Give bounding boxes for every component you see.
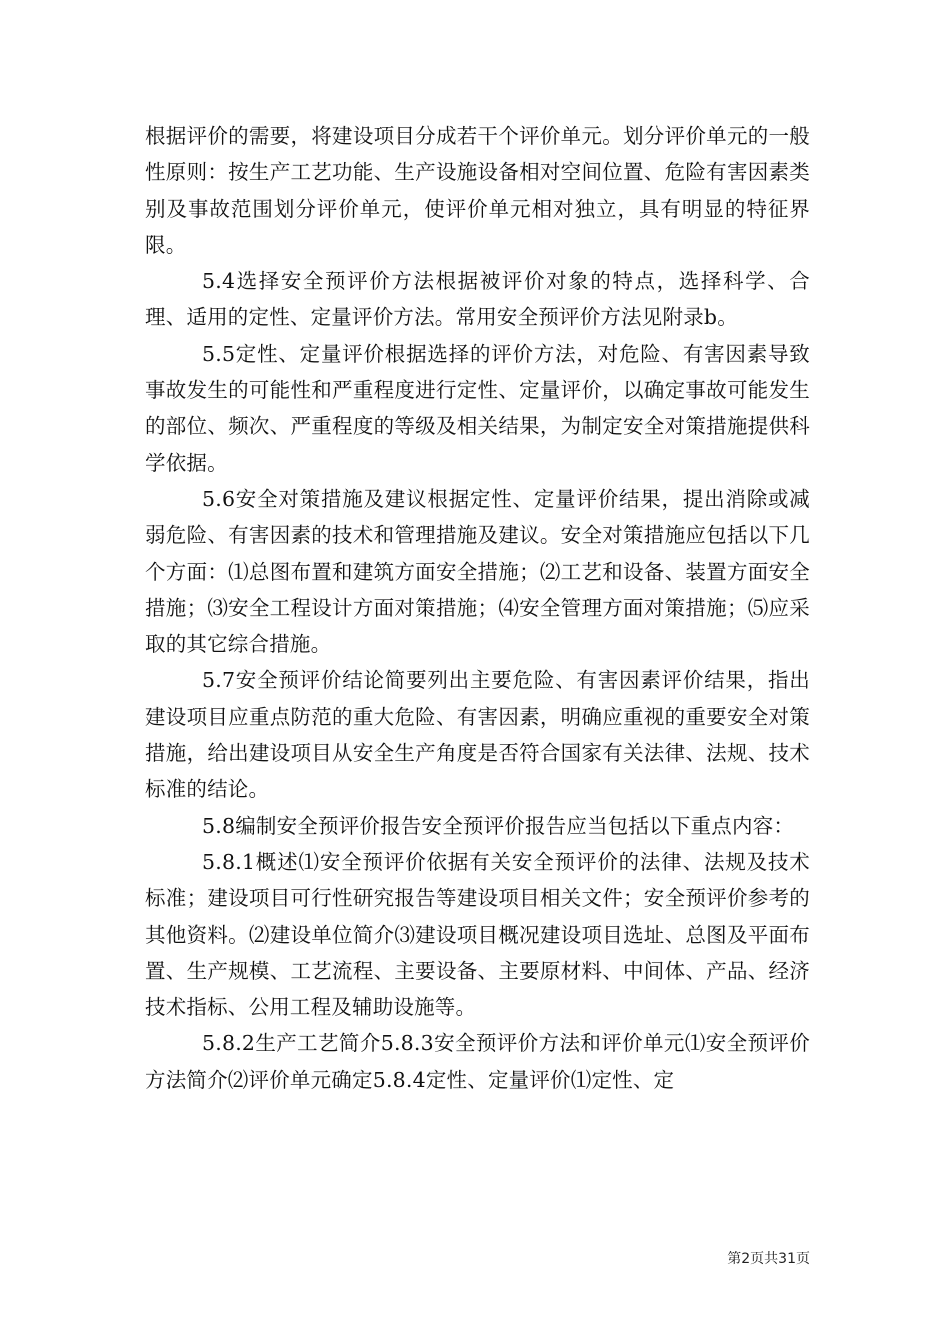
paragraph-continuation: 根据评价的需要，将建设项目分成若干个评价单元。划分评价单元的一般性原则：按生产工艺功能、生产设施设备相对空间位置、危险有害因素类别及事故范围划分评价单元，使评价单元相对独立，具有明显的特征界限。	[145, 124, 810, 257]
document-body	[145, 118, 810, 1098]
paragraph-5-6: 5.6安全对策措施及建议根据定性、定量评价结果，提出消除或减弱危险、有害因素的技术和管理措施及建议。安全对策措施应包括以下几个方面：⑴总图布置和建筑方面安全措施；⑵工艺和设备、装置方面安全措施；⑶安全工程设计方面对策措施；⑷安全管理方面对策措施；⑸应采取的其它综合措施。	[145, 486, 810, 657]
paragraph-5-4: 5.4选择安全预评价方法根据被评价对象的特点，选择科学、合理、适用的定性、定量评价方法。常用安全预评价方法见附录b。	[145, 269, 810, 330]
paragraph-5-8-1: 5.8.1概述⑴安全预评价依据有关安全预评价的法律、法规及技术标准；建设项目可行性研究报告等建设项目相关文件；安全预评价参考的其他资料。⑵建设单位简介⑶建设项目概况建设项目选址、总图及平面布置、生产规模、工艺流程、主要设备、主要原材料、中间体、产品、经济技术指标、公用工程及辅助设施等。	[145, 849, 810, 1020]
paragraph-5-7: 5.7安全预评价结论简要列出主要危险、有害因素评价结果，指出建设项目应重点防范的重大危险、有害因素，明确应重视的重要安全对策措施，给出建设项目从安全生产角度是否符合国家有关法律、法规、技术标准的结论。	[145, 668, 810, 802]
paragraph-5-8-2: 5.8.2生产工艺简介5.8.3安全预评价方法和评价单元⑴安全预评价方法简介⑵评价单元确定5.8.4定性、定量评价⑴定性、定	[145, 1031, 810, 1092]
paragraph-5-5: 5.5定性、定量评价根据选择的评价方法，对危险、有害因素导致事故发生的可能性和严重程度进行定性、定量评价，以确定事故可能发生的部位、频次、严重程度的等级及相关结果，为制定安全对策措施提供科学依据。	[145, 341, 810, 475]
page-number-footer: 第2页共31页	[727, 1251, 810, 1267]
paragraph-5-8: 5.8编制安全预评价报告安全预评价报告应当包括以下重点内容：	[202, 813, 795, 838]
